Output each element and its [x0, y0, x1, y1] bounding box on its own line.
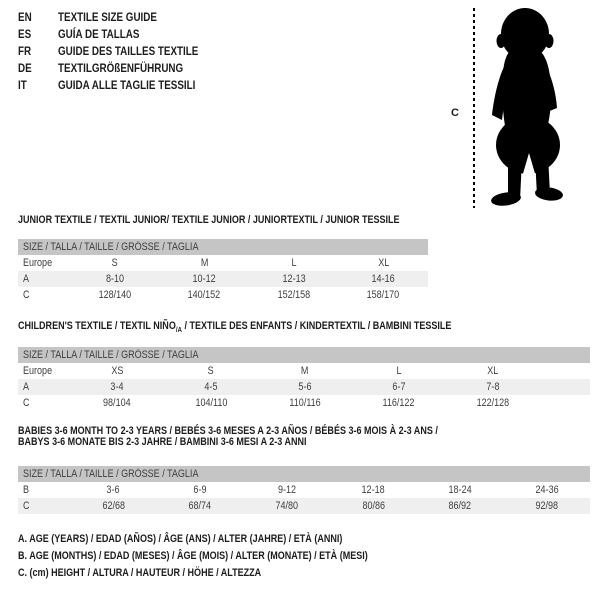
- language-code: [18, 27, 58, 41]
- cell-text: 3-4: [110, 381, 124, 394]
- row-label-cell: [18, 482, 70, 498]
- note-age-months: [18, 548, 445, 565]
- cell-text: M: [200, 257, 209, 269]
- cell-text: 98/104: [103, 397, 131, 410]
- cell-text: 8-10: [105, 273, 124, 285]
- size-cell: [249, 255, 339, 271]
- row-label-cell: [18, 379, 70, 395]
- row-label-cell: [18, 287, 70, 303]
- spacer-cell: [540, 395, 590, 411]
- table-row: [18, 482, 590, 498]
- cell-text: B: [23, 484, 30, 496]
- note-text: C. (cm) HEIGHT / ALTURA / HAUTEUR / HÖHE / ALTEZZA: [18, 567, 262, 579]
- size-cell: [70, 255, 160, 271]
- size-header-text: SIZE / TALLA / TAILLE / GRÖSSE / TAGLIA: [23, 241, 199, 253]
- cell-text: 9-12: [277, 484, 296, 496]
- table-row: [18, 271, 428, 287]
- cell-text: 3-6: [106, 484, 120, 496]
- cell-text: Europe: [23, 257, 53, 269]
- language-title: TEXTILGRÖßENFÜHRUNG: [58, 60, 184, 75]
- height-cell: [243, 498, 330, 514]
- height-cell: [249, 287, 339, 303]
- cell-text: 158/170: [366, 289, 400, 301]
- height-cell: [157, 498, 244, 514]
- row-label-cell: [18, 363, 70, 379]
- babies-size-table: [18, 466, 590, 514]
- table-row: [18, 395, 590, 411]
- height-cell: [70, 287, 160, 303]
- size-cell: [164, 363, 258, 379]
- cell-text: 14-16: [371, 273, 395, 285]
- height-cell: [330, 498, 417, 514]
- language-row-es: [18, 25, 229, 42]
- cell-text: 104/110: [195, 397, 227, 410]
- cell-text: 4-5: [204, 381, 218, 394]
- height-cell: [70, 498, 157, 514]
- cell-text: 6-7: [392, 381, 406, 394]
- age-cell: [164, 379, 258, 395]
- babies-title-line1: BABIES 3-6 MONTH TO 2-3 YEARS / BEBÉS 3-6 MESES A 2-3 AÑOS / BÉBÉS 3-6 MOIS À 2-3 ANS /: [18, 425, 438, 437]
- cell-text: S: [207, 365, 214, 378]
- language-title: GUIDA ALLE TAGLIE TESSILI: [58, 77, 196, 92]
- height-cell: [503, 498, 590, 514]
- cell-text: 24-36: [535, 484, 559, 496]
- height-cell: [446, 395, 540, 411]
- age-cell: [446, 379, 540, 395]
- cell-text: XL: [377, 257, 389, 269]
- height-cell: [164, 395, 258, 411]
- age-cell: [160, 271, 250, 287]
- size-cell: [258, 363, 352, 379]
- size-header-row: [18, 239, 428, 255]
- cell-text: L: [396, 365, 402, 378]
- cell-text: 110/116: [289, 397, 321, 410]
- note-age-years: [18, 531, 445, 548]
- cell-text: 86/92: [448, 500, 472, 512]
- cell-text: 5-6: [298, 381, 312, 394]
- row-label-cell: [18, 271, 70, 287]
- language-code: [18, 78, 58, 92]
- row-label-cell: [18, 498, 70, 514]
- age-cell: [70, 271, 160, 287]
- height-marker-label: C: [451, 107, 459, 119]
- age-cell: [70, 482, 157, 498]
- note-height-cm: [18, 565, 445, 582]
- childrens-size-table: [18, 347, 590, 411]
- cell-text: A: [23, 273, 30, 285]
- age-cell: [352, 379, 446, 395]
- cell-text: 140/152: [187, 289, 221, 301]
- language-code: [18, 44, 58, 58]
- junior-textile-section: [18, 215, 428, 303]
- size-header-row: [18, 466, 590, 482]
- height-cell: [258, 395, 352, 411]
- language-row-en: [18, 8, 229, 25]
- title-post: / TEXTILE DES ENFANTS / KINDERTEXTIL / BAMBINI TESSILE: [181, 320, 452, 332]
- age-cell: [249, 271, 339, 287]
- cell-text: 116/122: [382, 397, 415, 410]
- size-header-row: [18, 347, 590, 363]
- cell-text: XL: [487, 365, 499, 378]
- language-code-text: EN: [18, 9, 32, 24]
- height-cell: [160, 287, 250, 303]
- table-row: [18, 379, 590, 395]
- spacer-cell: [540, 363, 590, 379]
- cell-text: L: [291, 257, 297, 269]
- title-subscript: /A: [175, 325, 182, 335]
- cell-text: 18-24: [448, 484, 472, 496]
- cell-text: 128/140: [98, 289, 132, 301]
- cell-text: XS: [110, 365, 124, 378]
- height-dashed-line: [473, 8, 475, 208]
- language-row-it: [18, 76, 229, 93]
- baby-silhouette-icon: [482, 7, 587, 207]
- cell-text: 74/80: [275, 500, 298, 512]
- cell-text: 92/98: [535, 500, 558, 512]
- cell-text: 12-13: [282, 273, 306, 285]
- table-row: [18, 498, 590, 514]
- note-text: A. AGE (YEARS) / EDAD (AÑOS) / ÂGE (ANS) / ALTER (JAHRE) / ETÀ (ANNI): [18, 533, 343, 545]
- table-row: [18, 363, 590, 379]
- cell-text: 122/128: [476, 397, 510, 410]
- height-cell: [339, 287, 429, 303]
- cell-text: S: [111, 257, 118, 269]
- childrens-section-title: [18, 321, 590, 335]
- size-header-text: SIZE / TALLA / TAILLE / GRÖSSE / TAGLIA: [23, 349, 199, 362]
- cell-text: 6-9: [193, 484, 207, 496]
- babies-textile-section: [18, 426, 590, 514]
- size-cell: [160, 255, 250, 271]
- language-code: [18, 61, 58, 75]
- language-code-text: ES: [18, 26, 32, 41]
- cell-text: 10-12: [192, 273, 216, 285]
- spacer-cell: [540, 379, 590, 395]
- cell-text: C: [23, 500, 30, 512]
- cell-text: A: [23, 381, 30, 394]
- size-header-text: SIZE / TALLA / TAILLE / GRÖSSE / TAGLIA: [23, 468, 199, 480]
- cell-text: C: [23, 397, 30, 410]
- size-header-bar: [18, 239, 428, 255]
- childrens-section-title-text: [18, 321, 451, 335]
- cell-text: C: [23, 289, 30, 301]
- row-label-cell: [18, 395, 70, 411]
- childrens-textile-section: [18, 321, 590, 411]
- age-cell: [417, 482, 504, 498]
- babies-title-line2: BABYS 3-6 MONATE BIS 2-3 JAHRE / BAMBINI 3-6 MESI A 2-3 ANNI: [18, 436, 307, 448]
- cell-text: 12-18: [361, 484, 385, 496]
- size-header-bar: [18, 466, 590, 482]
- cell-text: Europe: [23, 365, 53, 378]
- size-header-bar: [18, 347, 590, 363]
- language-code-text: DE: [18, 60, 32, 75]
- table-row: [18, 255, 428, 271]
- language-title: GUIDE DES TAILLES TEXTILE: [58, 43, 199, 58]
- height-cell: [352, 395, 446, 411]
- junior-section-title: [18, 215, 428, 226]
- cell-text: 7-8: [486, 381, 500, 394]
- table-row: [18, 287, 428, 303]
- language-code: [18, 10, 58, 24]
- language-row-de: [18, 59, 229, 76]
- size-cell: [339, 255, 429, 271]
- age-cell: [243, 482, 330, 498]
- age-cell: [330, 482, 417, 498]
- babies-section-title: [18, 426, 590, 448]
- row-label-cell: [18, 255, 70, 271]
- age-cell: [157, 482, 244, 498]
- age-cell: [258, 379, 352, 395]
- language-title: GUÍA DE TALLAS: [58, 26, 140, 41]
- language-list: [18, 8, 229, 93]
- language-row-fr: [18, 42, 229, 59]
- junior-section-title-text: JUNIOR TEXTILE / TEXTIL JUNIOR/ TEXTILE JUNIOR / JUNIORTEXTIL / JUNIOR TESSILE: [18, 214, 400, 226]
- language-code-text: IT: [18, 77, 27, 92]
- title-pre: CHILDREN'S TEXTILE / TEXTIL NIÑO: [18, 320, 176, 332]
- language-code-text: FR: [18, 43, 32, 58]
- cell-text: 68/74: [188, 500, 212, 512]
- cell-text: M: [301, 365, 309, 378]
- note-text: B. AGE (MONTHS) / EDAD (MESES) / ÂGE (MOIS) / ALTER (MONATE) / ETÀ (MESI): [18, 550, 368, 562]
- legend-notes: [18, 531, 445, 582]
- size-cell: [446, 363, 540, 379]
- height-cell: [417, 498, 504, 514]
- cell-text: 152/158: [277, 289, 311, 301]
- age-cell: [70, 379, 164, 395]
- age-cell: [503, 482, 590, 498]
- height-cell: [70, 395, 164, 411]
- junior-size-table: [18, 239, 428, 303]
- cell-text: 62/68: [102, 500, 125, 512]
- cell-text: 80/86: [362, 500, 385, 512]
- size-cell: [352, 363, 446, 379]
- language-title: TEXTILE SIZE GUIDE: [58, 9, 157, 24]
- size-cell: [70, 363, 164, 379]
- age-cell: [339, 271, 429, 287]
